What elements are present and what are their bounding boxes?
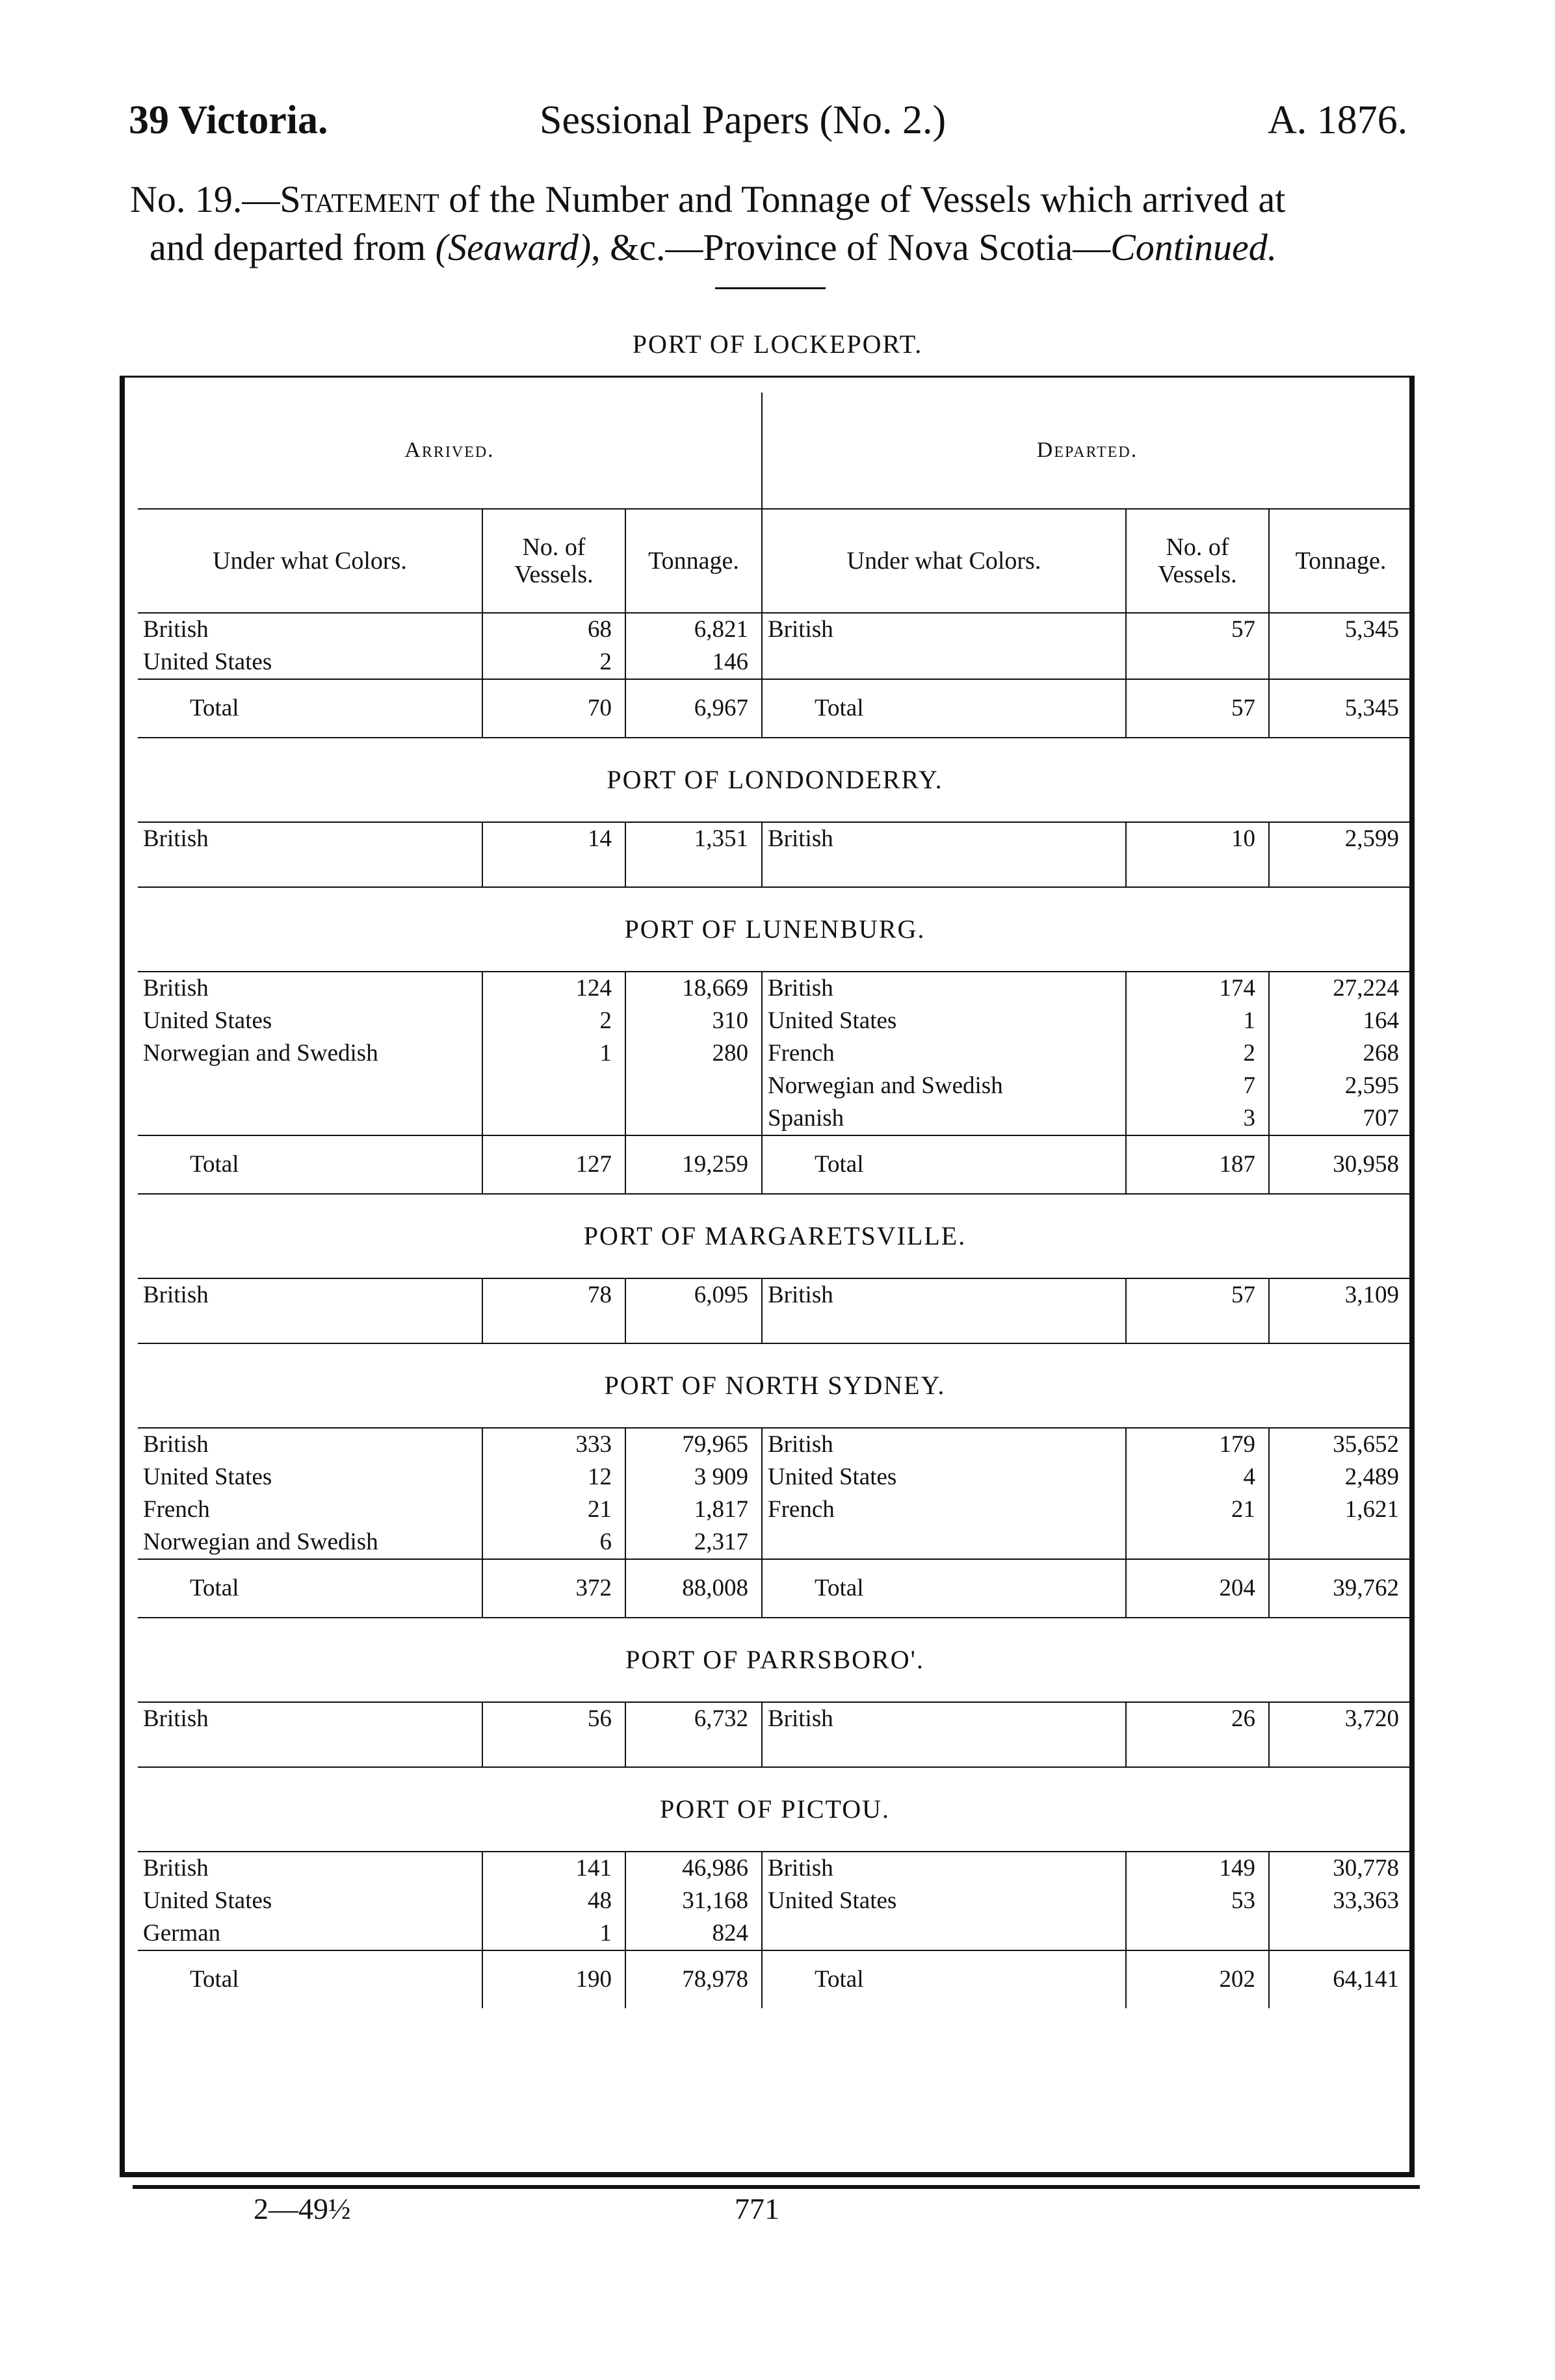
departed-vessels: 149 (1126, 1852, 1269, 1885)
departed-vessels: 53 (1126, 1885, 1269, 1917)
departed-tonnage: 27,224 (1269, 972, 1412, 1005)
table-row (138, 1526, 1412, 1559)
arrived-color: French (143, 1496, 210, 1523)
departed-tonnage: 268 (1269, 1037, 1412, 1070)
departed-vessels: 57 (1126, 1278, 1269, 1312)
arrived-total-tonnage: 6,967 (625, 679, 762, 738)
departed-color: British (762, 822, 1126, 855)
arrived-color: United States (143, 649, 272, 675)
departed-vessels: 174 (1126, 972, 1269, 1005)
arrived-tonnage: 2,317 (625, 1526, 762, 1559)
title-line-1 (130, 175, 1430, 224)
arrived-color: Norwegian and Swedish (143, 1040, 378, 1067)
signature-mark: 2—49½ (254, 2192, 351, 2225)
arrived-color: German (143, 1920, 221, 1947)
arrived-vessels: 141 (482, 1852, 625, 1885)
table-row (138, 1428, 1412, 1461)
departed-color: British (762, 1278, 1126, 1312)
section-header-row (138, 393, 1412, 509)
departed-total-label: Total (762, 1950, 1126, 2008)
arrived-vessels: 68 (482, 613, 625, 646)
departed-total-vessels: 202 (1126, 1950, 1269, 2008)
footer-rule (133, 2185, 1420, 2189)
table-row (138, 1070, 1412, 1102)
departed-total-label: Total (762, 1559, 1126, 1618)
spacer-cell (138, 855, 482, 887)
total-row (138, 1559, 1412, 1618)
departed-tonnage: 2,489 (1269, 1461, 1412, 1494)
table-row (138, 1037, 1412, 1070)
spacer-cell (1126, 1735, 1269, 1767)
arrived-vessels: 1 (482, 1917, 625, 1950)
spacer-cell (1126, 855, 1269, 887)
spacer-row (138, 1312, 1412, 1343)
arrived-total-label: Total (138, 1950, 482, 2008)
spacer-row (138, 855, 1412, 887)
departed-tonnage: 35,652 (1269, 1428, 1412, 1461)
total-row (138, 1950, 1412, 2008)
port-name: PORT OF PARRSBORO'. (138, 1618, 1412, 1702)
departed-color: United States (762, 1005, 1126, 1037)
departed-color: Spanish (762, 1102, 1126, 1135)
departed-color: United States (762, 1461, 1126, 1494)
arrived-vessels: 78 (482, 1278, 625, 1312)
arrived-tonnage: 79,965 (625, 1428, 762, 1461)
departed-vessels: 3 (1126, 1102, 1269, 1135)
port-name: PORT OF LUNENBURG. (138, 887, 1412, 972)
departed-total-tonnage: 64,141 (1269, 1950, 1412, 2008)
arrived-vessels: 48 (482, 1885, 625, 1917)
arrived-color: British (143, 1282, 209, 1308)
departed-color: British (762, 1852, 1126, 1885)
departed-total-vessels: 204 (1126, 1559, 1269, 1618)
departed-tonnage: 2,595 (1269, 1070, 1412, 1102)
departed-vessels (1126, 1917, 1269, 1950)
table-row (138, 1852, 1412, 1885)
arrived-vessels: 14 (482, 822, 625, 855)
arrived-total-vessels: 127 (482, 1135, 625, 1194)
arrived-vessels: 21 (482, 1494, 625, 1526)
arrived-vessels (482, 1102, 625, 1135)
arrived-color: British (143, 1855, 209, 1882)
table-row (138, 646, 1412, 679)
arrived-vessels: 1 (482, 1037, 625, 1070)
departed-tonnage: 2,599 (1269, 822, 1412, 855)
table-row (138, 1702, 1412, 1735)
departed-color: United States (762, 1885, 1126, 1917)
departed-color: British (762, 1428, 1126, 1461)
column-header-row (138, 509, 1412, 613)
arrived-total-tonnage: 78,978 (625, 1950, 762, 2008)
arrived-tonnage (625, 1102, 762, 1135)
total-row (138, 1135, 1412, 1194)
arrived-color (138, 1102, 482, 1135)
departed-tonnage: 3,109 (1269, 1278, 1412, 1312)
arrived-colors-header: Under what Colors. (138, 509, 482, 613)
arrived-vessels: 56 (482, 1702, 625, 1735)
departed-vessels: 26 (1126, 1702, 1269, 1735)
arrived-tonnage: 31,168 (625, 1885, 762, 1917)
departed-vessels-header: No. of Vessels. (1126, 509, 1269, 613)
departed-tonnage: 164 (1269, 1005, 1412, 1037)
arrived-total-label: Total (138, 1559, 482, 1618)
arrived-vessels-header: No. of Vessels. (482, 509, 625, 613)
table-row (138, 1917, 1412, 1950)
departed-tonnage (1269, 1917, 1412, 1950)
departed-tonnage: 707 (1269, 1102, 1412, 1135)
departed-vessels (1126, 646, 1269, 679)
departed-tonnage: 33,363 (1269, 1885, 1412, 1917)
spacer-cell (1269, 1312, 1412, 1343)
arrived-header: Arrived. (138, 393, 762, 509)
spacer-cell (482, 855, 625, 887)
arrived-color: United States (143, 1007, 272, 1034)
departed-color (762, 646, 1126, 679)
spacer-cell (625, 1735, 762, 1767)
departed-vessels: 57 (1126, 613, 1269, 646)
port-heading-row (138, 738, 1412, 822)
spacer-cell (1269, 855, 1412, 887)
departed-header: Departed. (762, 393, 1412, 509)
title-line1-rest: of the Number and Tonnage of Vessels which arrived at (439, 178, 1286, 220)
arrived-tonnage: 280 (625, 1037, 762, 1070)
port-heading-row (138, 887, 1412, 972)
departed-color: Norwegian and Swedish (762, 1070, 1126, 1102)
header-right: A. 1876. (1268, 98, 1408, 142)
arrived-vessels: 124 (482, 972, 625, 1005)
statement-title (130, 175, 1430, 272)
departed-color: British (762, 613, 1126, 646)
arrived-tonnage: 46,986 (625, 1852, 762, 1885)
table-row (138, 1102, 1412, 1135)
arrived-color (138, 1070, 482, 1102)
arrived-vessels: 12 (482, 1461, 625, 1494)
port-heading-row (138, 1343, 1412, 1428)
departed-total-tonnage: 5,345 (1269, 679, 1412, 738)
table-row (138, 1278, 1412, 1312)
arrived-tonnage: 6,821 (625, 613, 762, 646)
departed-vessels: 7 (1126, 1070, 1269, 1102)
arrived-total-label: Total (138, 679, 482, 738)
departed-color: British (762, 972, 1126, 1005)
arrived-color: Norwegian and Swedish (143, 1529, 378, 1555)
statement-table (138, 393, 1412, 2008)
arrived-vessels: 2 (482, 646, 625, 679)
departed-total-label: Total (762, 1135, 1126, 1194)
page-number: 771 (735, 2192, 779, 2225)
arrived-tonnage: 310 (625, 1005, 762, 1037)
arrived-total-tonnage: 88,008 (625, 1559, 762, 1618)
arrived-color: British (143, 825, 209, 852)
header-center: Sessional Papers (No. 2.) (540, 98, 947, 142)
total-row (138, 679, 1412, 738)
table-row (138, 1885, 1412, 1917)
port-name: PORT OF NORTH SYDNEY. (138, 1343, 1412, 1428)
arrived-color: British (143, 975, 209, 1002)
departed-vessels: 1 (1126, 1005, 1269, 1037)
departed-total-tonnage: 30,958 (1269, 1135, 1412, 1194)
departed-vessels: 179 (1126, 1428, 1269, 1461)
arrived-tonnage: 146 (625, 646, 762, 679)
departed-vessels: 4 (1126, 1461, 1269, 1494)
arrived-tonnage: 1,817 (625, 1494, 762, 1526)
departed-tonnage (1269, 646, 1412, 679)
running-header (0, 97, 1555, 149)
departed-tonnage-header: Tonnage. (1269, 509, 1412, 613)
departed-tonnage (1269, 1526, 1412, 1559)
spacer-cell (762, 1312, 1126, 1343)
port-heading-row (138, 1618, 1412, 1702)
arrived-total-vessels: 372 (482, 1559, 625, 1618)
title-line2-continued: Continued. (1110, 226, 1277, 268)
table-row (138, 1005, 1412, 1037)
title-number: No. 19.— (130, 178, 280, 220)
arrived-color: British (143, 616, 209, 643)
arrived-tonnage: 18,669 (625, 972, 762, 1005)
title-rule (715, 287, 826, 289)
spacer-cell (138, 1312, 482, 1343)
departed-tonnage: 30,778 (1269, 1852, 1412, 1885)
spacer-cell (1126, 1312, 1269, 1343)
arrived-tonnage: 1,351 (625, 822, 762, 855)
table-row (138, 613, 1412, 646)
arrived-vessels: 333 (482, 1428, 625, 1461)
arrived-total-tonnage: 19,259 (625, 1135, 762, 1194)
departed-color: French (762, 1037, 1126, 1070)
departed-color: British (762, 1702, 1126, 1735)
arrived-color: British (143, 1705, 209, 1732)
departed-tonnage: 5,345 (1269, 613, 1412, 646)
port-heading-first: PORT OF LOCKEPORT. (632, 330, 923, 359)
spacer-cell (138, 1735, 482, 1767)
arrived-tonnage: 6,095 (625, 1278, 762, 1312)
port-heading-row (138, 1767, 1412, 1852)
arrived-color: United States (143, 1887, 272, 1914)
departed-color (762, 1526, 1126, 1559)
title-line2-italic: (Seaward) (435, 226, 592, 268)
departed-vessels (1126, 1526, 1269, 1559)
port-name: PORT OF PICTOU. (138, 1767, 1412, 1852)
page-footer (0, 2192, 1555, 2231)
port-name: PORT OF LONDONDERRY. (138, 738, 1412, 822)
port-name: PORT OF MARGARETSVILLE. (138, 1194, 1412, 1278)
arrived-tonnage: 6,732 (625, 1702, 762, 1735)
departed-tonnage: 1,621 (1269, 1494, 1412, 1526)
table-row (138, 1494, 1412, 1526)
departed-color: French (762, 1494, 1126, 1526)
arrived-tonnage-header: Tonnage. (625, 509, 762, 613)
table-row (138, 972, 1412, 1005)
departed-total-vessels: 187 (1126, 1135, 1269, 1194)
departed-color (762, 1917, 1126, 1950)
arrived-color: United States (143, 1464, 272, 1490)
table-row (138, 822, 1412, 855)
spacer-cell (482, 1312, 625, 1343)
header-left: 39 Victoria. (129, 98, 328, 142)
arrived-tonnage: 3 909 (625, 1461, 762, 1494)
spacer-cell (625, 1312, 762, 1343)
title-line-2 (130, 224, 1430, 272)
spacer-cell (1269, 1735, 1412, 1767)
arrived-total-label: Total (138, 1135, 482, 1194)
departed-colors-header: Under what Colors. (762, 509, 1126, 613)
spacer-cell (762, 1735, 1126, 1767)
departed-vessels: 2 (1126, 1037, 1269, 1070)
spacer-cell (762, 855, 1126, 887)
spacer-row (138, 1735, 1412, 1767)
arrived-tonnage (625, 1070, 762, 1102)
arrived-tonnage: 824 (625, 1917, 762, 1950)
arrived-vessels: 2 (482, 1005, 625, 1037)
departed-vessels: 21 (1126, 1494, 1269, 1526)
arrived-total-vessels: 190 (482, 1950, 625, 2008)
port-heading-row (138, 1194, 1412, 1278)
departed-total-tonnage: 39,762 (1269, 1559, 1412, 1618)
title-line2-a: and departed from (150, 226, 436, 268)
arrived-color: British (143, 1431, 209, 1458)
departed-total-label: Total (762, 679, 1126, 738)
departed-vessels: 10 (1126, 822, 1269, 855)
arrived-vessels (482, 1070, 625, 1102)
spacer-cell (625, 855, 762, 887)
arrived-total-vessels: 70 (482, 679, 625, 738)
departed-total-vessels: 57 (1126, 679, 1269, 738)
arrived-vessels: 6 (482, 1526, 625, 1559)
table-row (138, 1461, 1412, 1494)
title-statement-word: Statement (280, 178, 439, 220)
spacer-cell (482, 1735, 625, 1767)
title-line2-b: , &c.—Province of Nova Scotia— (591, 226, 1111, 268)
departed-tonnage: 3,720 (1269, 1702, 1412, 1735)
